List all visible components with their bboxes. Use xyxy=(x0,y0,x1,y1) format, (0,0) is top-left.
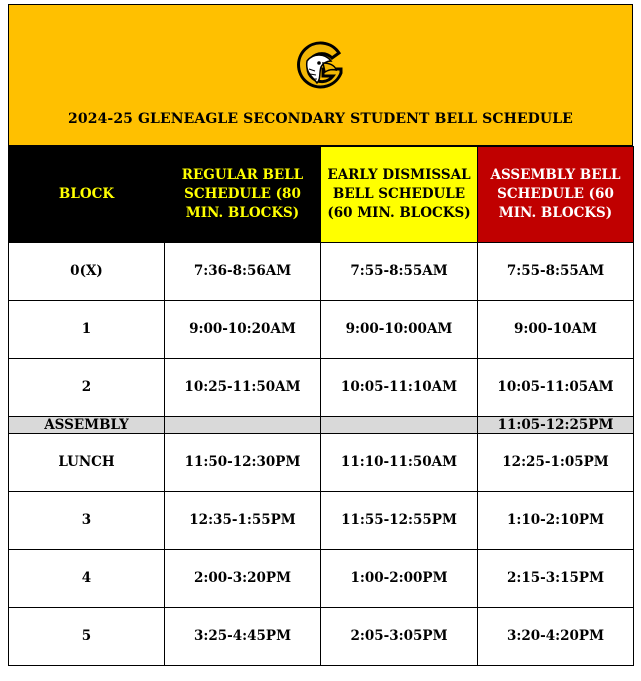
block-cell: 3 xyxy=(9,492,165,550)
table-row xyxy=(9,434,634,492)
assembly-row xyxy=(9,417,634,434)
table-row xyxy=(9,243,634,301)
schedule-table xyxy=(8,146,634,666)
regular-cell: 2:00-3:20PM xyxy=(165,550,321,608)
table-row xyxy=(9,492,634,550)
block-cell: 0(X) xyxy=(9,243,165,301)
assembly-cell: 11:05-12:25PM xyxy=(478,417,634,434)
regular-cell xyxy=(165,417,321,434)
early-cell: 7:55-8:55AM xyxy=(321,243,478,301)
early-cell: 2:05-3:05PM xyxy=(321,608,478,666)
regular-cell: 3:25-4:45PM xyxy=(165,608,321,666)
header-early-dismissal: EARLY DISMISSAL BELL SCHEDULE (60 MIN. BLOCKS) xyxy=(321,147,478,243)
table-row xyxy=(9,608,634,666)
assembly-cell: 7:55-8:55AM xyxy=(478,243,634,301)
block-cell: ASSEMBLY xyxy=(9,417,165,434)
header-regular: REGULAR BELL SCHEDULE (80 MIN. BLOCKS) xyxy=(165,147,321,243)
regular-cell: 11:50-12:30PM xyxy=(165,434,321,492)
regular-cell: 7:36-8:56AM xyxy=(165,243,321,301)
block-cell: LUNCH xyxy=(9,434,165,492)
early-cell: 11:10-11:50AM xyxy=(321,434,478,492)
block-cell: 2 xyxy=(9,359,165,417)
early-cell: 11:55-12:55PM xyxy=(321,492,478,550)
page-title: 2024-25 GLENEAGLE SECONDARY STUDENT BELL SCHEDULE xyxy=(68,111,573,127)
block-cell: 1 xyxy=(9,301,165,359)
header-assembly: ASSEMBLY BELL SCHEDULE (60 MIN. BLOCKS) xyxy=(478,147,634,243)
assembly-cell: 9:00-10AM xyxy=(478,301,634,359)
regular-cell: 9:00-10:20AM xyxy=(165,301,321,359)
early-cell xyxy=(321,417,478,434)
table-row xyxy=(9,550,634,608)
table-row xyxy=(9,359,634,417)
header-row xyxy=(9,147,634,243)
block-cell: 5 xyxy=(9,608,165,666)
gleneagle-eagle-logo-icon xyxy=(293,39,349,95)
header-block: BLOCK xyxy=(9,147,165,243)
early-cell: 9:00-10:00AM xyxy=(321,301,478,359)
block-cell: 4 xyxy=(9,550,165,608)
bell-schedule-sheet xyxy=(8,4,633,666)
assembly-cell: 1:10-2:10PM xyxy=(478,492,634,550)
regular-cell: 10:25-11:50AM xyxy=(165,359,321,417)
early-cell: 1:00-2:00PM xyxy=(321,550,478,608)
title-banner xyxy=(8,4,633,146)
table-row xyxy=(9,301,634,359)
assembly-cell: 12:25-1:05PM xyxy=(478,434,634,492)
assembly-cell: 3:20-4:20PM xyxy=(478,608,634,666)
regular-cell: 12:35-1:55PM xyxy=(165,492,321,550)
assembly-cell: 10:05-11:05AM xyxy=(478,359,634,417)
assembly-cell: 2:15-3:15PM xyxy=(478,550,634,608)
early-cell: 10:05-11:10AM xyxy=(321,359,478,417)
